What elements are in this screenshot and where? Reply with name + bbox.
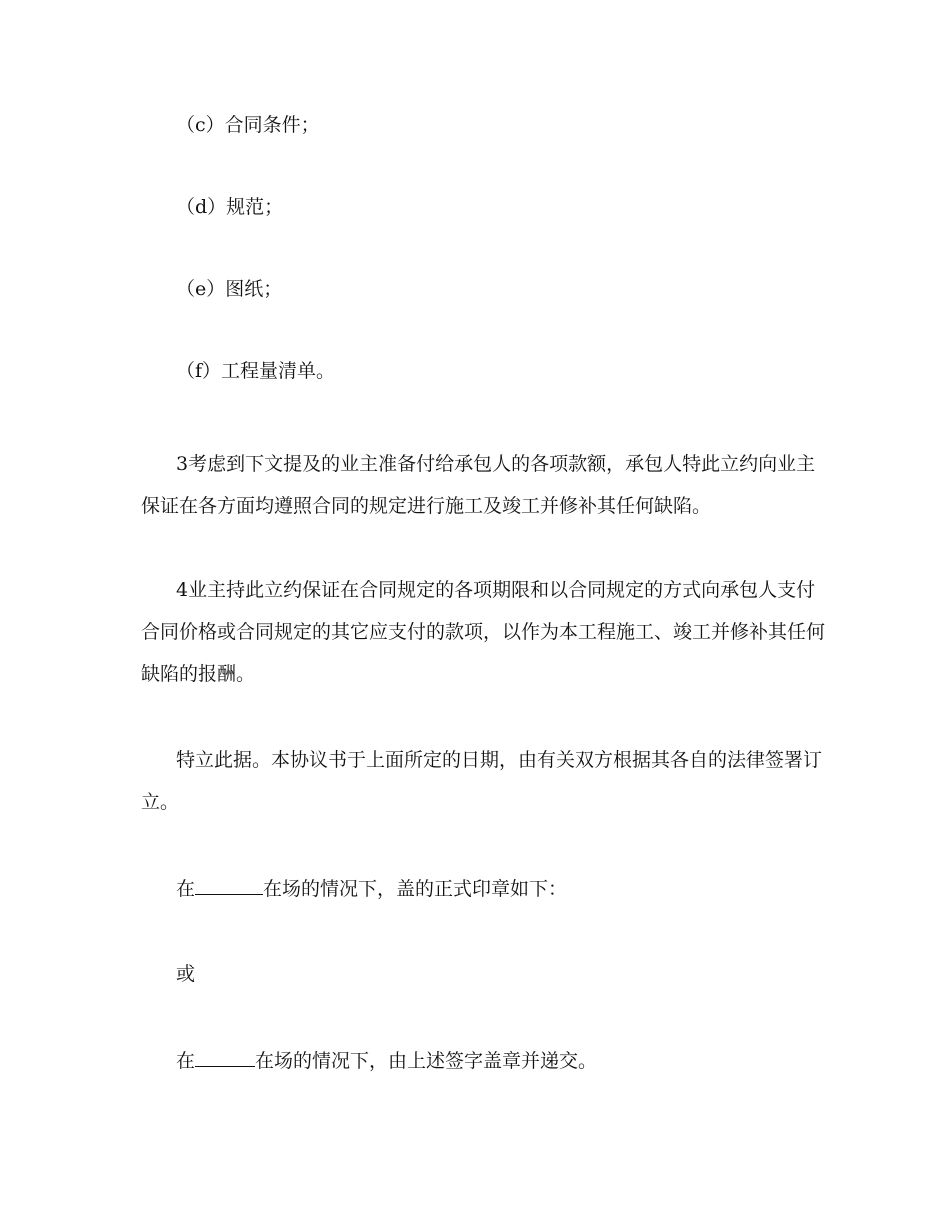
or-line: 或 [176, 963, 196, 985]
paragraph-3-line-1: 3考虑到下文提及的业主准备付给承包人的各项款额，承包人特此立约向业主 [176, 453, 816, 475]
paragraph-3-line-2: 保证在各方面均遵照合同的规定进行施工及竣工并修补其任何缺陷。 [141, 495, 712, 517]
paragraph-4-line-3: 缺陷的报酬。 [141, 663, 256, 685]
paragraph-4-line-2: 合同价格或合同规定的其它应支付的款项，以作为本工程施工、竣工并修补其任何 [141, 621, 826, 643]
signed-prefix: 在 [176, 1050, 196, 1072]
list-item-f: （f）工程量清单。 [176, 360, 336, 382]
list-item-d: （d）规范； [176, 196, 284, 218]
witness-line-1: 特立此据。本协议书于上面所定的日期，由有关双方根据其各自的法律签署订 [176, 749, 823, 771]
signed-suffix: 在场的情况下，由上述签字盖章并递交。 [255, 1050, 598, 1072]
seal-suffix: 在场的情况下，盖的正式印章如下： [263, 878, 568, 900]
seal-blank [195, 876, 263, 895]
paragraph-4-line-1: 4业主持此立约保证在合同规定的各项期限和以合同规定的方式向承包人支付 [176, 579, 816, 601]
seal-line [176, 876, 567, 900]
signed-line [176, 1048, 597, 1072]
seal-prefix: 在 [176, 878, 196, 900]
signed-blank [195, 1048, 255, 1067]
list-item-e: （e）图纸； [176, 278, 283, 300]
witness-line-2: 立。 [141, 791, 180, 813]
list-item-c: （c）合同条件； [176, 114, 320, 136]
